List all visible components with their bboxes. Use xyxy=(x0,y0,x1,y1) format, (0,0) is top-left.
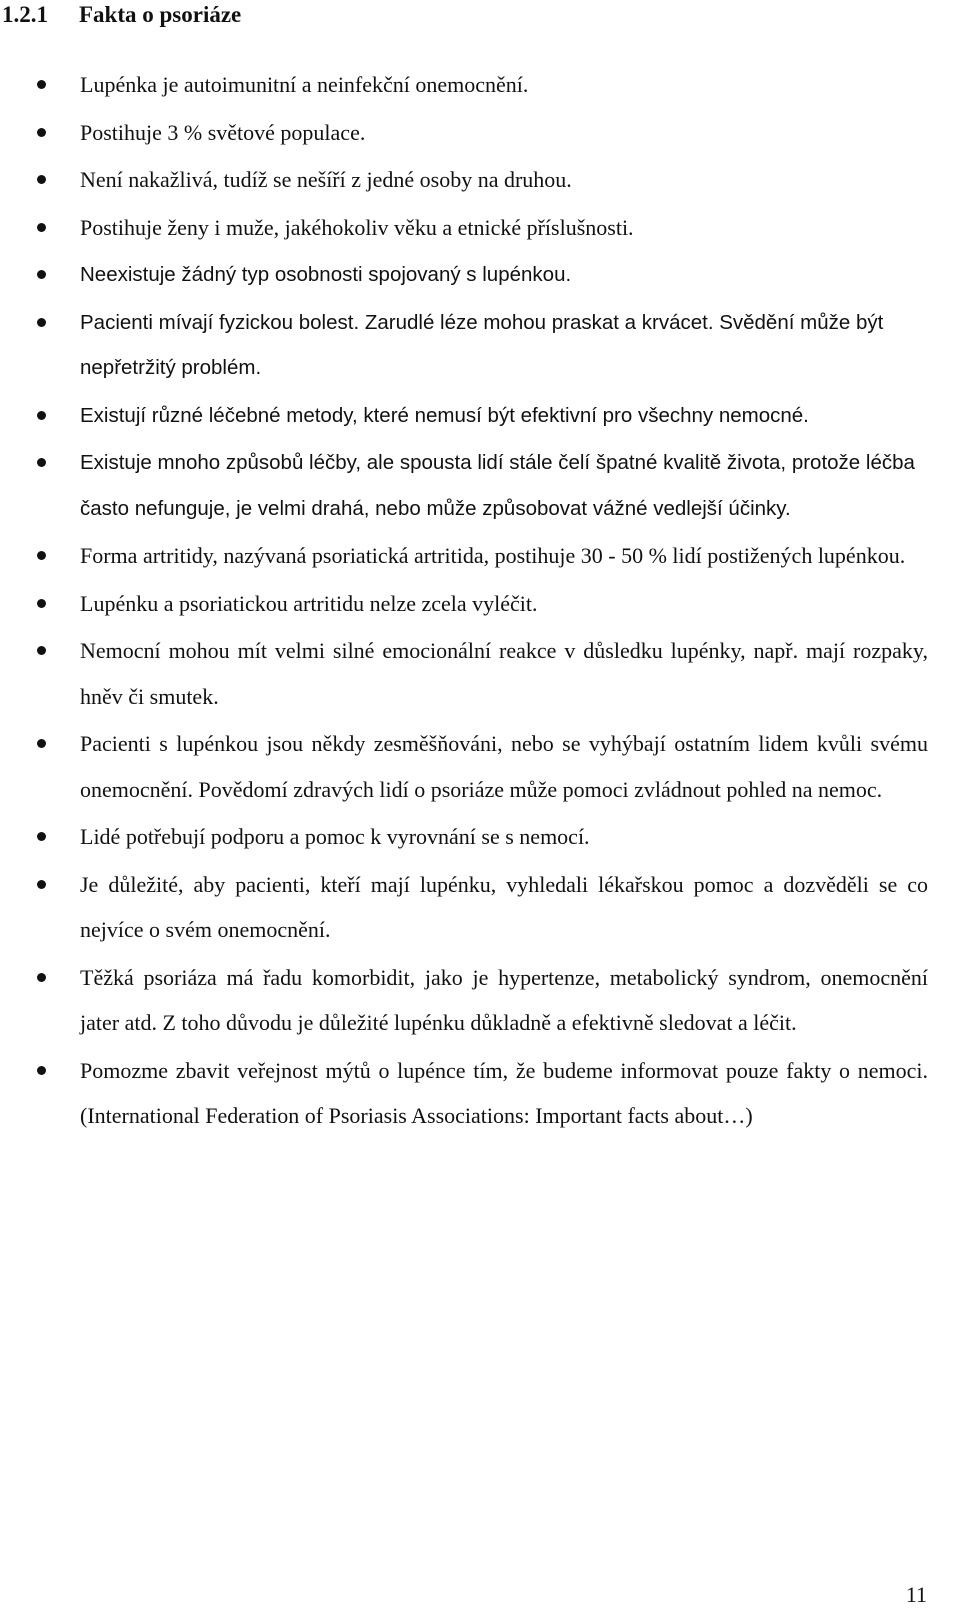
section-heading xyxy=(2,0,241,30)
bullet-icon xyxy=(37,880,46,889)
list-item xyxy=(0,814,928,860)
bullet-icon xyxy=(37,411,46,420)
fact-text: Je důležité, aby pacienti, kteří mají lupénku, vyhledali lékařskou pomoc a dozvěděli se co nejvíce o svém onemocnění. xyxy=(80,871,928,942)
section-number: 1.2.1 xyxy=(2,2,48,27)
list-item xyxy=(0,533,928,579)
bullet-icon xyxy=(37,128,46,137)
fact-text: Těžká psoriáza má řadu komorbidit, jako je hypertenze, metabolický syndrom, onemocnění jater atd. Z toho důvodu je důležité lupénku důkladně a efektivně sledovat a léčit. xyxy=(80,964,928,1035)
list-item xyxy=(0,440,928,531)
fact-text: Lidé potřebují podporu a pomoc k vyrovnání se s nemocí. xyxy=(80,824,590,849)
bullet-icon xyxy=(37,318,46,327)
fact-text: Pacienti mívají fyzickou bolest. Zarudlé léze mohou praskat a krvácet. Svědění může být nepřetržitý problém. xyxy=(80,310,884,379)
list-item xyxy=(0,252,928,298)
bullet-icon xyxy=(37,458,46,467)
list-item xyxy=(0,955,928,1046)
fact-text: Lupénka je autoimunitní a neinfekční onemocnění. xyxy=(80,72,529,97)
bullet-icon xyxy=(37,175,46,184)
list-item xyxy=(0,581,928,627)
page-number: 11 xyxy=(905,1582,927,1607)
facts-list xyxy=(0,62,960,1141)
fact-text: Není nakažlivá, tudíž se nešíří z jedné osoby na druhou. xyxy=(80,167,572,192)
list-item xyxy=(0,62,928,108)
fact-text: Nemocní mohou mít velmi silné emocionální reakce v důsledku lupénky, např. mají rozpaky, hněv či smutek. xyxy=(80,638,928,709)
fact-text: Neexistuje žádný typ osobnosti spojovaný s lupénkou. xyxy=(80,263,572,286)
bullet-icon xyxy=(37,739,46,748)
bullet-icon xyxy=(37,832,46,841)
list-item xyxy=(0,721,928,812)
fact-text: Forma artritidy, nazývaná psoriatická artritida, postihuje 30 - 50 % lidí postižených lupénkou. xyxy=(80,543,906,568)
bullet-icon xyxy=(37,1066,46,1075)
bullet-icon xyxy=(37,599,46,608)
bullet-icon xyxy=(37,80,46,89)
fact-text: Existují různé léčebné metody, které nemusí být efektivní pro všechny nemocné. xyxy=(80,403,809,427)
bullet-icon xyxy=(37,551,46,560)
bullet-icon xyxy=(37,646,46,655)
list-item xyxy=(0,205,928,251)
bullet-icon xyxy=(37,973,46,982)
list-item xyxy=(0,393,928,439)
list-item xyxy=(0,628,928,719)
list-item xyxy=(0,1048,928,1139)
list-item xyxy=(0,157,928,203)
bullet-icon xyxy=(37,270,46,279)
bullet-icon xyxy=(37,223,46,232)
list-item xyxy=(0,300,928,391)
fact-text: Postihuje ženy i muže, jakéhokoliv věku a etnické příslušnosti. xyxy=(80,214,634,240)
fact-text: Pacienti s lupénkou jsou někdy zesměšňováni, nebo se vyhýbají ostatním lidem kvůli svému onemocnění. Povědomí zdravých lidí o psoriáze může pomoci zvládnout pohled na nemoc. xyxy=(80,731,928,802)
fact-text: Pomozme zbavit veřejnost mýtů o lupénce tím, že budeme informovat pouze fakty o nemoci. (International Federation of Psoriasis Associations: Important facts about…) xyxy=(80,1057,928,1128)
fact-text: Postihuje 3 % světové populace. xyxy=(80,119,366,145)
list-item xyxy=(0,110,928,156)
list-item xyxy=(0,862,928,953)
section-title: Fakta o psoriáze xyxy=(79,2,242,27)
fact-text: Lupénku a psoriatickou artritidu nelze zcela vyléčit. xyxy=(80,590,538,616)
fact-text: Existuje mnoho způsobů léčby, ale spousta lidí stále čelí špatné kvalitě života, protože léčba často nefunguje, je velmi drahá, nebo může způsobovat vážné vedlejší účinky. xyxy=(80,451,915,520)
